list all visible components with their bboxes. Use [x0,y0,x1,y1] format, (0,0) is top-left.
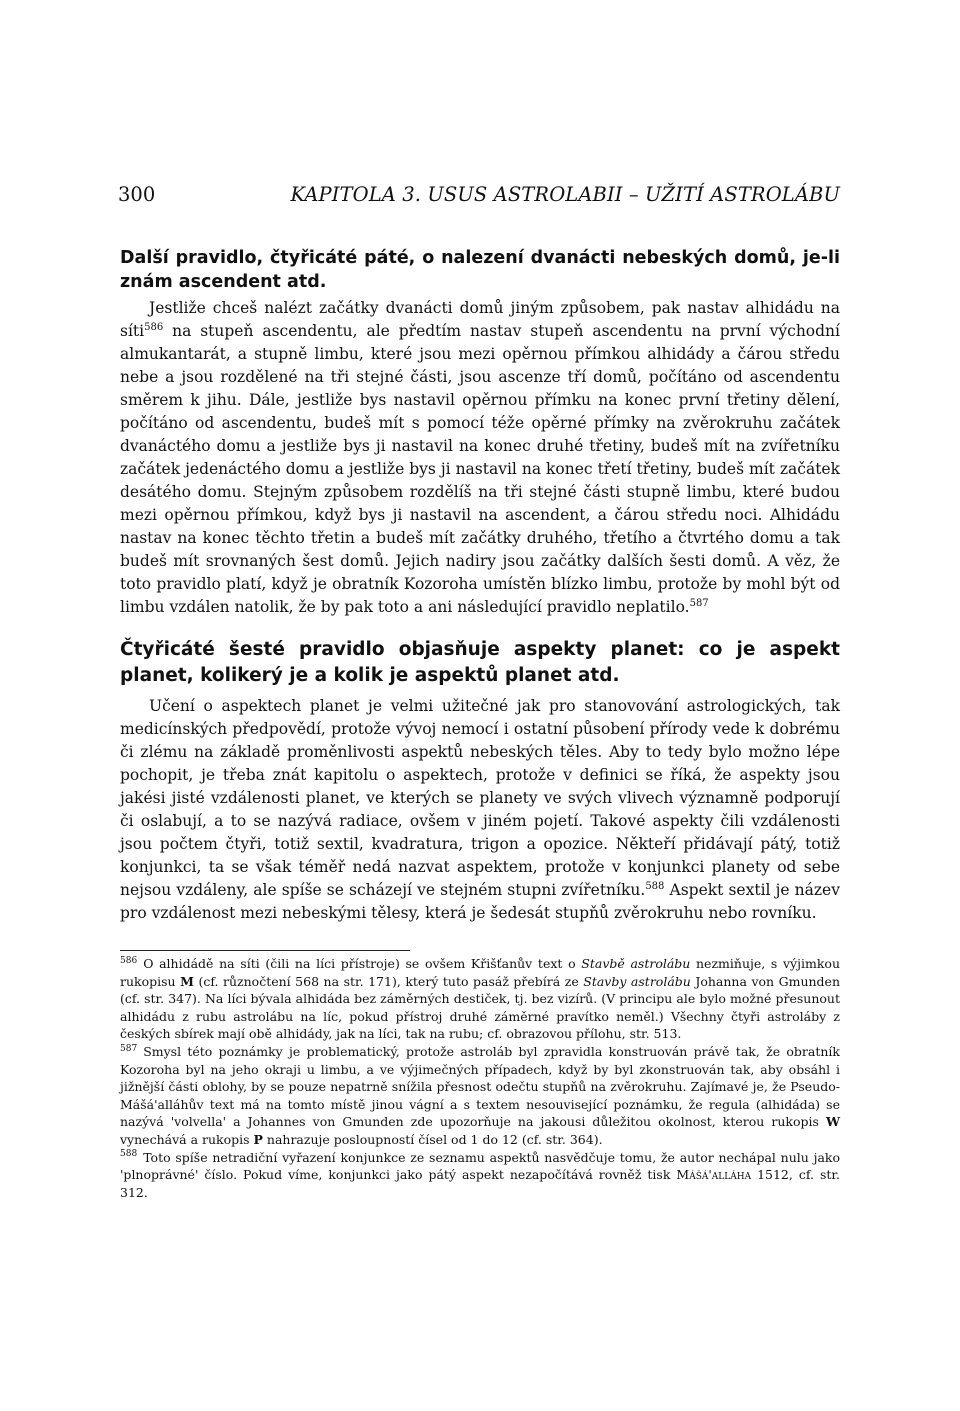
footnote-text: O alhidádě na síti (čili na líci přístroje) se ovšem Křišťanův text o [143,956,582,971]
footnote-text: Toto spíše netradiční vyřazení konjunkce ze seznamu aspektů nasvědčuje tomu, že autor nechápal nulu jako 'plnoprávné' číslo. Pokud víme, konjunkci jako pátý aspekt nezapočítává rovněž tisk [120,1149,840,1183]
footnote-text: nahrazuje posloupností čísel od 1 do 12 (cf. str. 364). [262,1131,603,1147]
page-number: 300 [118,183,156,206]
footnote-text: 1512, cf. str. 312. [120,1167,841,1200]
footnote-text: Smysl této poznámky je problematický, protože astroláb byl zpravidla konstruován právě tak, že obratník Kozoroha byl na jeho okraji u limbu, a ve výjimečných případech, když by byl zkonstruován tak, aby obsáhl i jižnější části oblohy, by se pouze nepatrně snížila přesnost odečtu stupňů na zvěrokruhu. Zajímavé je, že Pseudo-Mášá'alláhův text má na tomto místě jinou vágní a s textem nesouvisející poznámku, že regula (alhidáda) se nazývá 'volvella' a Johannes von Gmunden zde upozorňuje na jakousi důležitou okolnost, kterou rukopis [120,1043,840,1130]
footnote-title-italic: Stavbě astrolábu [581,956,691,971]
paragraph-text: Jestliže chceš nalézt začátky dvanácti domů jiným způsobem, pak nastav alhidádu na síti [120,299,840,340]
footnote-ref-586[interactable]: 586 [144,321,164,333]
paragraph-rule-46 [120,695,840,925]
footnote-number: 586 [120,955,138,966]
section-heading-45: Další pravidlo, čtyřicáté páté, o nalezení dvanácti nebeských domů, je-li znám ascendent atd. [120,248,840,292]
running-head [118,183,840,207]
footnote-text: vynechává a rukopis [120,1131,254,1147]
manuscript-siglum: M [180,973,194,989]
page [120,183,840,1201]
paragraph-rule-45 [120,297,840,619]
footnote-number: 588 [120,1149,138,1160]
footnote-text: nezmiňuje, s výjimkou rukopisu [120,956,840,989]
manuscript-siglum: P [253,1131,263,1147]
section-heading-46: Čtyřicáté šesté pravidlo objasňuje aspekty planet: co je aspekt planet, kolikerý je a kolik je aspektů planet atd. [120,639,840,686]
print-name-smallcaps: Mášá'alláha [676,1167,752,1183]
footnote-text: (cf. různočtení 568 na str. 171), který tuto pasáž přebírá ze [193,973,584,989]
footnote-587 [120,1043,840,1149]
footnote-divider [120,950,410,951]
running-title: KAPITOLA 3. USUS ASTROLABII – UŽITÍ ASTROLÁBU [290,183,840,206]
footnote-text: Johanna von Gmunden (cf. str. 347). Na líci bývala alhidáda bez záměrných destiček, tj. bez vizírů. (V principu ale bylo možné přesunout alhidádu z rubu astrolábu na líc, pokud přístroj druhé záměrné pravítko neměl.) Všechny čtyři astroláby z českých sbírek mají obě alhidády, jak na líci, tak na rubu; cf. obrazovou přílohu, str. 513. [120,973,840,1042]
footnote-ref-588[interactable]: 588 [645,880,665,892]
manuscript-siglum: W [825,1114,840,1130]
paragraph-text: Aspekt sextil je název pro vzdálenost mezi nebeskými tělesy, která je šedesát stupňů zvěrokruhu nebo rovníku. [120,881,840,922]
footnote-586 [120,955,840,1043]
footnote-588 [120,1149,840,1202]
paragraph-text: na stupeň ascendentu, ale předtím nastav stupeň ascendentu na první východní almukantarát, a stupně limbu, které jsou mezi opěrnou přímkou alhidády a čárou středu nebe a jsou rozdělené na tři stejné části, jsou ascenze tří domů, počítáno od ascendentu směrem k jihu. Dále, jestliže bys nastavil opěrnou přímku na konec první třetiny dělení, počítáno od ascendentu, budeš mít s pomocí téže opěrné přímky na zvěrokruhu začátek dvanáctého domu a jestliže bys ji nastavil na konec druhé třetiny, budeš mít na zvířetníku začátek jedenáctého domu a jestliže bys ji nastavil na konec třetí třetiny, budeš mít začátek desátého domu. Stejným způsobem rozdělíš na tři stejné části stupně limbu, které budou mezi opěrnou přímkou, když bys ji nastavil na ascendent, a čárou středu noci. Alhidádu nastav na konec těchto třetin a budeš mít začátky druhého, třetího a čtvrtého domu a tak budeš mít srovnaných šest domů. Jejich nadiry jsou začátky dalších šesti domů. A věz, že toto pravidlo platí, když je obratník Kozoroha umístěn blízko limbu, protože by mohl být od limbu vzdálen natolik, že by pak toto a ani následující pravidlo neplatilo. [120,322,840,616]
footnote-ref-587[interactable]: 587 [689,597,709,609]
footnote-title-italic: Stavby astrolábu [583,973,691,989]
footnote-number: 587 [120,1043,138,1054]
paragraph-text: Učení o aspektech planet je velmi užitečné jak pro stanovování astrologických, tak medicínských předpovědí, protože vývoj nemocí i ostatní působení přírody vede k dobrému či zlému na základě proměnlivosti aspektů nebeských těles. Aby to tedy bylo možno lépe pochopit, je třeba znát kapitolu o aspektech, protože v definici se říká, že aspekty jsou jakési jisté vzdálenosti planet, ve kterých se planety ve svých vlivech významně podporují či oslabují, a to se nazývá radiace, ovšem v jiném pojetí. Takové aspekty čili vzdálenosti jsou počtem čtyři, totiž sextil, kvadratura, trigon a opozice. Někteří přidávají pátý, totiž konjunkci, ta se však téměř nedá nazvat aspektem, protože v konjunkci planety od sebe nejsou vzdáleny, ale spíše se scházejí ve stejném stupni zvířetníku. [120,697,840,899]
